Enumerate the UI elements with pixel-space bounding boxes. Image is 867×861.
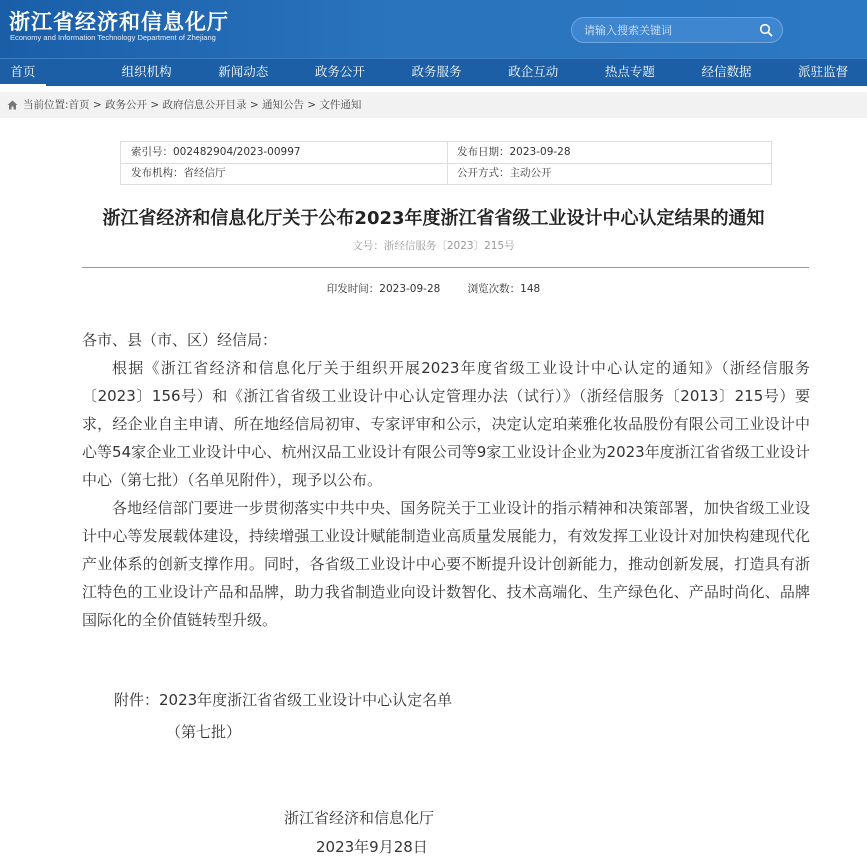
nav-item-home[interactable]: 首页 (0, 59, 46, 86)
nav-item-interaction[interactable]: 政企互动 (508, 64, 559, 79)
nav-item-organization[interactable]: 组织机构 (121, 64, 172, 79)
document-body (82, 326, 810, 634)
meta-index-number: 索引号：002482904/2023-00997 (131, 146, 301, 158)
nav-item-gov-services[interactable]: 政务服务 (411, 64, 462, 79)
home-icon (7, 100, 18, 110)
site-logo-title[interactable]: 浙江省经济和信息化厅 (9, 10, 229, 34)
title-divider (82, 267, 809, 268)
nav-item-gov-disclosure[interactable]: 政务公开 (314, 64, 365, 79)
attachment-link-continued[interactable]: （第七批） (166, 723, 242, 741)
signing-organization: 浙江省经济和信息化厅 (284, 809, 435, 827)
site-header (0, 0, 867, 58)
meta-publish-date: 发布日期：2023-09-28 (457, 146, 571, 158)
body-paragraph: 根据《浙江省经济和信息化厅关于组织开展2023年度省级工业设计中心认定的通知》（浙经信服务〔2023〕156号）和《浙江省省级工业设计中心认定管理办法（试行）》（浙经信服务〔2013〕215号）要求，经企业自主申请、所在地经信局初审、专家评审和公示，决定认定珀莱雅化妆品股份有限公司工业设计中心等54家企业工业设计中心、杭州汉品工业设计有限公司等9家工业设计企业为2023年度浙江省省级工业设计中心（第七批）（名单见附件），现予以公布。 (82, 359, 810, 489)
salutation: 各市、县（市、区）经信局： (82, 331, 278, 349)
nav-item-topics[interactable]: 热点专题 (604, 64, 655, 79)
nav-item-news[interactable]: 新闻动态 (218, 64, 269, 79)
breadcrumb-text[interactable]: 当前位置:首页 > 政务公开 > 政府信息公开目录 > 通知公告 > 文件通知 (23, 99, 362, 111)
search-box (571, 17, 783, 43)
search-icon[interactable] (759, 23, 773, 37)
meta-issuer: 发布机构：省经信厅 (131, 167, 226, 179)
document-number: 文号：浙经信服务〔2023〕215号 (352, 240, 515, 252)
document-title: 浙江省经济和信息化厅关于公布2023年度浙江省省级工业设计中心认定结果的通知 (102, 208, 765, 229)
body-paragraph: 各地经信部门要进一步贯彻落实中共中央、国务院关于工业设计的指示精神和决策部署，加快省级工业设计中心等发展载体建设，持续增强工业设计赋能制造业高质量发展能力，有效发挥工业设计对加快构建现代化产业体系的创新支撑作用。同时，各省级工业设计中心要不断提升设计创新能力，推动创新发展，打造具有浙江特色的工业设计产品和品牌，助力我省制造业向设计数智化、技术高端化、生产绿色化、产品时尚化、品牌国际化的全价值链转型升级。 (82, 499, 810, 629)
main-nav (0, 58, 867, 86)
signing-date: 2023年9月28日 (316, 838, 428, 856)
breadcrumb (0, 92, 867, 118)
nav-item-data[interactable]: 经信数据 (701, 64, 752, 79)
document-stats (0, 281, 867, 296)
document-meta-table (120, 141, 772, 185)
attachment-link[interactable]: 附件：2023年度浙江省省级工业设计中心认定名单 (114, 691, 453, 709)
view-count: 浏览次数：148 (467, 283, 541, 295)
search-input[interactable] (584, 22, 754, 38)
site-logo-subtitle: Economy and Information Technology Department of Zhejiang (10, 33, 216, 42)
meta-disclosure-method: 公开方式：主动公开 (457, 167, 552, 179)
print-date: 印发时间：2023-09-28 (326, 283, 441, 295)
nav-item-supervision[interactable]: 派驻监督 (798, 64, 849, 79)
